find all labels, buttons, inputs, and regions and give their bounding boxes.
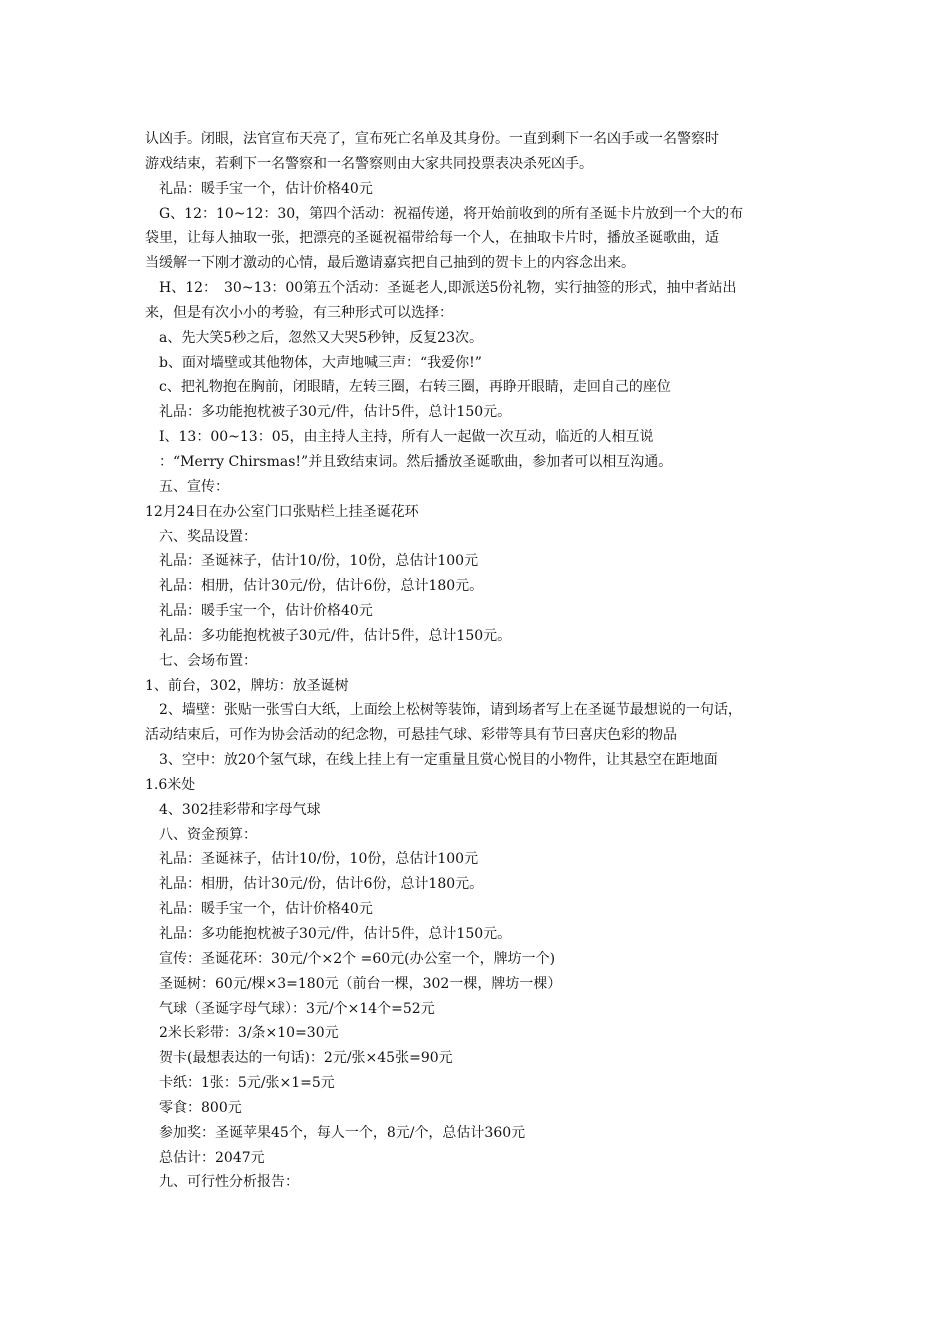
text-line: H、12： 30~13：00第五个活动：圣诞老人,即派送5份礼物，实行抽签的形式，抽中者站出 bbox=[159, 280, 737, 297]
text-line: 12月24日在办公室门口张贴栏上挂圣诞花环 bbox=[145, 503, 419, 520]
text-line: 参加奖：圣诞苹果45个，每人一个，8元/个，总估计360元 bbox=[159, 1124, 526, 1141]
text-line: 宣传：圣诞花环：30元/个×2个 =60元(办公室一个，牌坊一个) bbox=[159, 950, 556, 967]
text-line: 气球（圣诞字母气球）：3元/个×14个=52元 bbox=[159, 1000, 435, 1017]
text-line: ：“Merry Chirsmas!”并且致结束词。然后播放圣诞歌曲，参加者可以相互沟通。 bbox=[159, 453, 673, 470]
text-line: a、先大笑5秒之后，忽然又大哭5秒钟，反复23次。 bbox=[159, 329, 483, 346]
text-line: I、13：00~13：05，由主持人主持，所有人一起做一次互动，临近的人相互说 bbox=[159, 429, 654, 446]
text-line: 礼品：多功能抱枕被子30元/件，估计5件，总计150元。 bbox=[159, 926, 512, 942]
text-line: 礼品：多功能抱枕被子30元/件，估计5件，总计150元。 bbox=[159, 404, 512, 421]
text-line: 袋里，让每人抽取一张，把漂亮的圣诞祝福带给每一个人，在抽取卡片时，播放圣诞歌曲，适 bbox=[145, 230, 719, 247]
text-line: b、面对墙壁或其他物体，大声地喊三声：“我爱你!” bbox=[159, 354, 482, 371]
text-line: 来，但是有次小小的考验，有三种形式可以选择： bbox=[145, 304, 453, 321]
text-line: 礼品：暖手宝一个，估计价格40元 bbox=[159, 180, 373, 197]
text-line: 1、前台，302，牌坊：放圣诞树 bbox=[145, 677, 349, 694]
text-line: 七、会场布置： bbox=[159, 652, 257, 669]
text-line: 3、空中：放20个氢气球，在线上挂上有一定重量且赏心悦目的小物件，让其悬空在距地面 bbox=[159, 752, 718, 769]
text-line: 九、可行性分析报告： bbox=[159, 1174, 299, 1191]
text-line: 1.6米处 bbox=[145, 776, 196, 793]
text-line: 六、奖品设置： bbox=[159, 528, 257, 545]
text-line: 五、宣传： bbox=[159, 478, 229, 495]
text-line: 礼品：圣诞袜子，估计10/份，10份，总估计100元 bbox=[159, 851, 479, 868]
text-line: 礼品：相册，估计30元/份，估计6份，总计180元。 bbox=[159, 876, 484, 893]
text-line: 零食：800元 bbox=[159, 1099, 242, 1116]
text-line: 总估计：2047元 bbox=[159, 1149, 265, 1166]
text-line: 礼品：相册，估计30元/份，估计6份，总计180元。 bbox=[159, 578, 484, 595]
text-line: 贺卡(最想表达的一句话)：2元/张×45张=90元 bbox=[159, 1050, 453, 1067]
text-line: 礼品：多功能抱枕被子30元/件，估计5件，总计150元。 bbox=[159, 627, 512, 644]
text-line: c、把礼物抱在胸前，闭眼睛，左转三圈，右转三圈，再睁开眼睛，走回自己的座位 bbox=[159, 379, 671, 396]
text-line: G、12：10~12：30，第四个活动：祝福传递，将开始前收到的所有圣诞卡片放到一个大的布 bbox=[159, 205, 744, 222]
text-line: 礼品：暖手宝一个，估计价格40元 bbox=[159, 603, 373, 620]
text-line: 游戏结束，若剩下一名警察和一名警察则由大家共同投票表决杀死凶手。 bbox=[145, 155, 593, 172]
text-line: 卡纸：1张：5元/张×1=5元 bbox=[159, 1075, 335, 1092]
text-line: 八、资金预算： bbox=[159, 826, 257, 843]
text-line: 礼品：暖手宝一个，估计价格40元 bbox=[159, 901, 373, 918]
text-line: 圣诞树：60元/棵×3=180元（前台一棵，302一棵，牌坊一棵） bbox=[159, 975, 562, 992]
text-line: 当缓解一下刚才激动的心情，最后邀请嘉宾把自己抽到的贺卡上的内容念出来。 bbox=[145, 255, 635, 272]
text-line: 2米长彩带：3/条×10=30元 bbox=[159, 1025, 339, 1042]
text-line: 礼品：圣诞袜子，估计10/份，10份，总估计100元 bbox=[159, 553, 479, 570]
text-line: 活动结束后，可作为协会活动的纪念物，可悬挂气球、彩带等具有节曰喜庆色彩的物品 bbox=[145, 727, 677, 744]
text-line: 认凶手。闭眼，法官宣布天亮了，宣布死亡名单及其身份。一直到剩下一名凶手或一名警察时 bbox=[145, 131, 719, 147]
document-body bbox=[145, 127, 835, 1195]
text-line: 2、墙壁：张贴一张雪白大纸，上面绘上松树等装饰，请到场者写上在圣诞节最想说的一句话， bbox=[159, 702, 742, 719]
text-line: 4、302挂彩带和字母气球 bbox=[159, 801, 321, 818]
